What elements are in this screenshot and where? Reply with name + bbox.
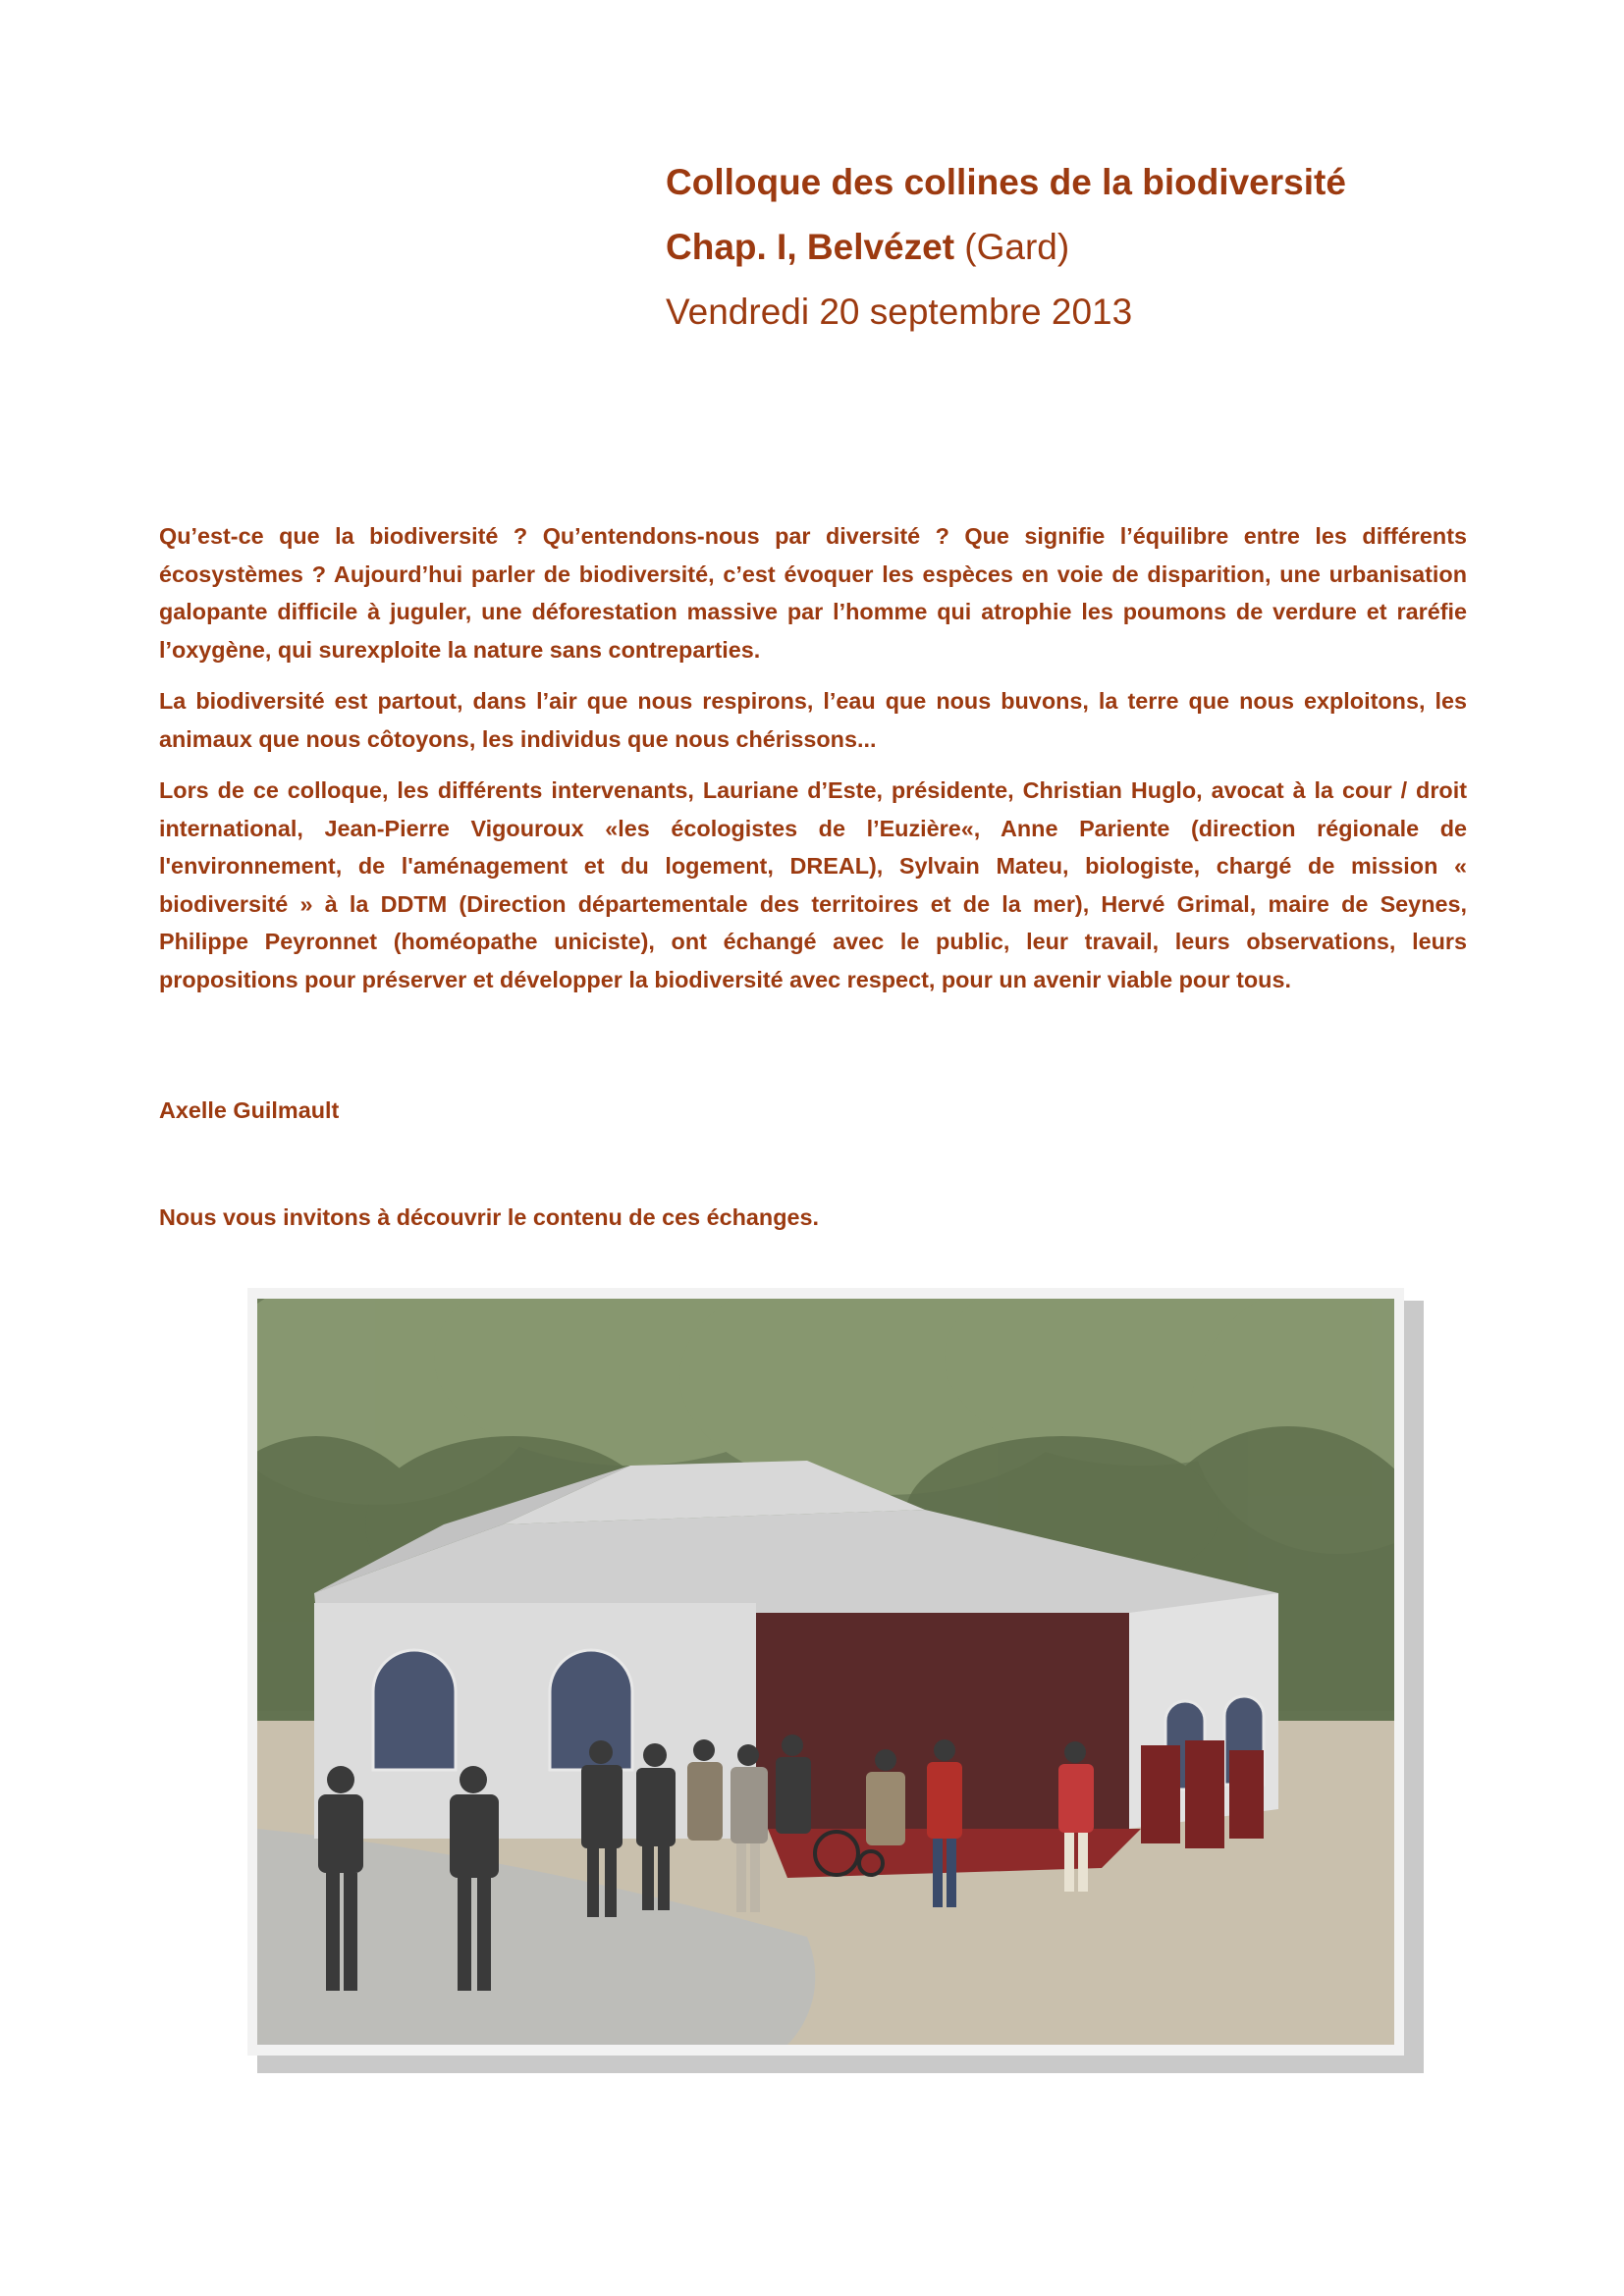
- invitation-text: Nous vous invitons à découvrir le contenu de ces échanges.: [159, 1204, 820, 1230]
- document-header: [666, 157, 1549, 338]
- paragraph-everywhere: La biodiversité est partout, dans l’air que nous respirons, l’eau que nous buvons, la terre que nous exploitons, les animaux que nous côtoyons, les individus que nous chérissons...: [159, 688, 1467, 752]
- article-body: [159, 517, 1467, 1012]
- event-tent-photo: [257, 1299, 1394, 2045]
- tent-scene-illustration: [257, 1299, 1394, 2045]
- chapter-line: [666, 222, 1549, 273]
- author-signature: Axelle Guilmault: [159, 1097, 340, 1123]
- paragraph-speakers: Lors de ce colloque, les différents intervenants, Lauriane d’Este, présidente, Christian Huglo, avocat à la cour / droit international, Jean-Pierre Vigouroux «les écologistes de l’Euzière«, Anne Pariente (direction régionale de l'environnement, de l'aménagement et du logement, DREAL), Sylvain Mateu, biologiste, chargé de mission « biodiversité » à la DDTM (Direction départementale des territoires et de la mer), Hervé Grimal, maire de Seynes, Philippe Peyronnet (homéopathe uniciste), ont échangé avec le public, leur travail, leurs observations, leurs propositions pour préserver et développer la biodiversité avec respect, pour un avenir viable pour tous.: [159, 777, 1467, 992]
- chapter-place: (Gard): [954, 227, 1070, 267]
- colloquium-title: Colloque des collines de la biodiversité: [666, 162, 1346, 202]
- event-date: Vendredi 20 septembre 2013: [666, 292, 1133, 332]
- chapter-name: Chap. I, Belvézet: [666, 227, 955, 267]
- paragraph-intro: Qu’est-ce que la biodiversité ? Qu’entendons-nous par diversité ? Que signifie l’équilibre entre les différents écosystèmes ? Aujourd’hui parler de biodiversité, c’est évoquer les espèces en voie de disparition, une urbanisation galopante difficile à juguler, une déforestation massive par l’homme qui atrophie les poumons de verdure et raréfie l’oxygène, qui surexploite la nature sans contreparties.: [159, 523, 1467, 663]
